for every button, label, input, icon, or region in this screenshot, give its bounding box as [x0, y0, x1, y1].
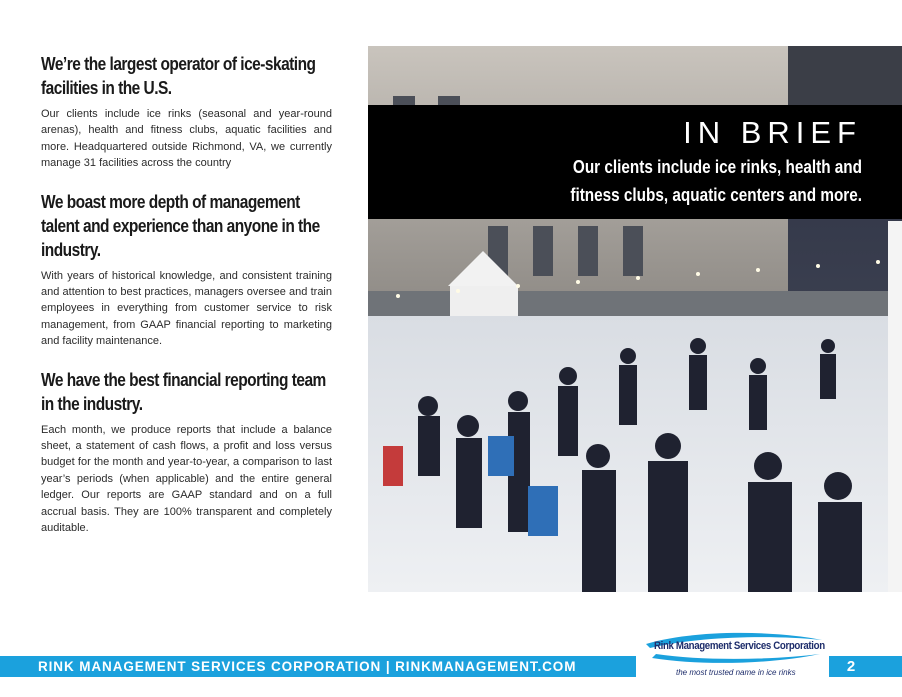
logo-name: Rink Management Services Corporation [654, 640, 825, 652]
in-brief-title: IN BRIEF [683, 115, 862, 150]
section-heading: We have the best financial reporting team in the industry. [41, 369, 326, 414]
section-heading: We boast more depth of management talent and experience than anyone in the industry. [41, 191, 320, 260]
logo-tagline: the most trusted name in ice rinks [676, 668, 796, 677]
section-financial-reporting [41, 368, 332, 537]
footer-text: RINK MANAGEMENT SERVICES CORPORATION | RINKMANAGEMENT.COM [38, 659, 577, 674]
in-brief-box [368, 105, 902, 219]
left-column [41, 52, 332, 555]
section-largest-operator [41, 52, 332, 172]
section-management-talent [41, 190, 332, 350]
section-heading: We’re the largest operator of ice-skating facilities in the U.S. [41, 54, 316, 98]
page-number: 2 [846, 658, 856, 675]
section-body: Our clients include ice rinks (seasonal and year-round arenas), health and fitness clubs, aquatic facilities and more. Headquartered outside Richmond, VA, we currently manage 31 facilities across the country [41, 108, 332, 170]
section-body: With years of historical knowledge, and consistent training and attention to best practices, managers oversee and train employees in everything from customer service to risk management, from GAAP financial reporting to marketing and facility maintenance. [41, 269, 332, 348]
section-body: Each month, we produce reports that include a balance sheet, a statement of cash flows, a profit and loss versus budget for the month and year-to-year, a comparison to last year’s periods (when applicable) and the entire general ledger. Our reports are GAAP standard and on a full accrual basis. They are 100% transparent and completely auditable. [41, 423, 332, 535]
in-brief-text: Our clients include ice rinks, health and fitness clubs, aquatic centers and more. [570, 157, 862, 205]
